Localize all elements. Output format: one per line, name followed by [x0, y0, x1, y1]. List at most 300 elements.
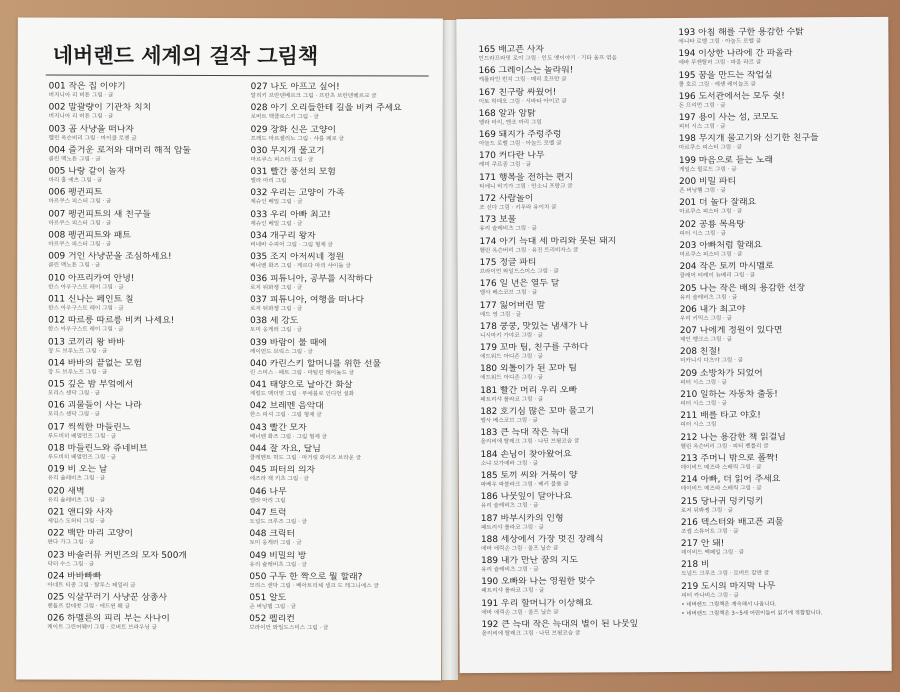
book-title: 190 오빠와 나는 영원한 맞수	[481, 576, 596, 588]
book-title: 025 익살꾸러기 사냥꾼 삼총사	[47, 592, 168, 603]
book-entry	[680, 368, 885, 390]
book-entry	[49, 103, 254, 125]
book-entry	[47, 593, 252, 615]
book-title: 038 세 강도	[250, 316, 299, 327]
book-credit: 게일스 윌로드 그림 · 글	[679, 166, 737, 173]
book-title: 052 펠리컨	[249, 614, 295, 625]
book-title: 212 나는 용감한 책 읽걸님	[680, 432, 786, 443]
book-title: 184 손님이 찾아왔어요	[480, 449, 572, 460]
book-title: 185 토끼 씨와 거북이 양	[480, 470, 578, 481]
book-credit: 유리 슐레비츠 그림 · 글	[480, 502, 539, 510]
book-credit: 완다 가그 그림 · 글	[47, 539, 95, 546]
book-entry	[249, 529, 439, 551]
book-entry	[479, 193, 679, 215]
book-title: 175 정글 파티	[479, 257, 537, 268]
book-title: 027 나도 아프고 싶어!	[250, 82, 340, 93]
book-credit: 제임스 도허티 그림 · 글	[47, 518, 106, 525]
book-credit: 도널드 크루즈 그림 · 글	[249, 518, 308, 526]
book-credit: 에니타 로벨 그림 · 아놀드 로벨 글	[678, 38, 762, 45]
book-title: 198 무지개 물고기와 신기한 친구들	[678, 133, 819, 145]
book-credit: 제럴드 맥더멋 그림 · 푸에블로 인디언 설화	[249, 391, 355, 398]
book-title: 022 백만 마리 고양이	[47, 528, 133, 539]
book-title: 205 나는 작은 배의 용감한 선장	[679, 282, 806, 294]
book-title: 016 괴물들이 사는 나라	[47, 400, 142, 412]
book-credit: 패트리샤 폴라코 그림 · 글	[480, 396, 544, 403]
book-entry	[678, 27, 883, 49]
book-entry	[48, 401, 253, 423]
book-entry	[679, 91, 884, 113]
book-title: 191 우리 할머니가 이상해요	[481, 598, 593, 609]
book-entry	[48, 358, 253, 380]
book-entry	[250, 316, 440, 338]
book-entry	[679, 219, 884, 241]
book-credit: 파베우 파블라크 그림 · 베키 블룸 글	[480, 481, 569, 488]
book-entry	[481, 491, 681, 513]
book-credit: 프레드 마르셀리노 그림 · 샤를 페로 글	[250, 135, 345, 142]
book-title: 012 따르릉 따르릉 비켜 나세요!	[48, 315, 175, 327]
book-entry	[478, 44, 678, 66]
book-title: 019 비 오는 날	[47, 464, 108, 476]
book-credit: 엘라 마리 그림	[249, 497, 286, 504]
book-credit: 도널드 크루즈 그림 · 로버트 칼란 글	[681, 570, 770, 578]
book-credit: 인드라프라밋 로이 그림 · 인도 옛이야기 · 기타 울프 엮음	[478, 55, 617, 63]
book-entry	[679, 197, 884, 219]
book-credit: 로저 뒤봐젱 그림 · 글	[680, 507, 734, 514]
book-entry	[481, 619, 681, 641]
book-credit: 마르쿠스 피스터 그림 · 글	[679, 251, 743, 258]
book-title: 182 호기심 많은 꼬마 물고기	[480, 406, 595, 418]
book-title: 179 꼬마 팀, 친구를 구하다	[479, 342, 589, 354]
book-title: 170 커다란 나무	[478, 151, 545, 162]
book-entry	[479, 150, 679, 172]
book-title: 020 새벽	[47, 486, 85, 497]
page-title: 네버랜드 세계의 걸작 그림책	[52, 42, 319, 69]
book-credit: 존 버닝햄 그림 · 글	[249, 604, 297, 611]
book-credit: 피터 카나비스 그림 · 글	[681, 592, 739, 599]
book-entry	[47, 614, 252, 636]
book-title: 177 잃어버린 말	[479, 300, 546, 311]
right-page	[456, 17, 891, 673]
book-credit: 엘사 베스코브 그림 · 글	[480, 417, 538, 425]
book-entry	[250, 252, 440, 274]
book-title: 032 우리는 고양이 가족	[250, 188, 345, 199]
book-entry	[250, 487, 440, 509]
book-entry	[250, 444, 440, 466]
book-credit: 모리스 센닥 그림 · 글	[47, 390, 101, 397]
book-title: 004 즐거운 로저와 대머리 해적 압둘	[48, 145, 192, 156]
book-entry	[680, 432, 885, 454]
book-credit: 헬린 옥슨버리 그림 · 피터 벤틀리 글	[680, 443, 769, 450]
book-entry	[479, 65, 679, 87]
book-entry	[479, 236, 679, 258]
book-title: 007 펭귄피트의 새 친구들	[48, 209, 151, 220]
book-credit: 한스 피셔 그림 · 그림 형제 글	[249, 412, 322, 419]
footnote: • 네버랜드 그림책은 계속해서 나옵니다.	[681, 601, 777, 608]
book-entry	[680, 389, 885, 411]
book-title: 046 나무	[249, 486, 287, 497]
book-title: 005 나랑 같이 놀자	[48, 166, 126, 177]
book-title: 045 피터의 의자	[249, 465, 316, 476]
book-credit: 패트리샤 폴라코 그림 · 글	[480, 524, 544, 531]
book-title: 207 나에게 정원이 있다면	[679, 325, 783, 337]
book-entry	[48, 252, 253, 274]
book-title: 210 일하는 자동차 출동!	[680, 389, 778, 401]
book-entry	[48, 273, 253, 295]
book-entry	[480, 427, 680, 449]
book-title: 211 배를 타고 야호!	[680, 410, 761, 422]
book-title: 029 장화 신은 고양이	[250, 124, 337, 135]
book-entry	[680, 410, 885, 432]
book-title: 035 조지 아저씨네 정원	[250, 252, 345, 263]
book-credit: 유리 슐레비츠 그림 · 글	[481, 566, 539, 574]
book-entry	[47, 571, 252, 593]
book-entry	[479, 172, 679, 194]
book-entry	[48, 444, 253, 466]
book-title: 043 빨간 모자	[249, 422, 307, 433]
book-entry	[250, 423, 440, 445]
book-credit: 소냐 보가예바 그림 · 글	[480, 460, 539, 467]
book-credit: 이토 히데오 그림 · 시바타 아이코 글	[478, 98, 567, 105]
book-entry	[49, 124, 254, 146]
book-entry	[48, 209, 253, 231]
book-title: 031 빨간 풍선의 모험	[250, 167, 336, 178]
book-credit: 우리 키믹스 그림 · 글	[679, 315, 733, 322]
book-entry	[250, 359, 440, 381]
book-title: 213 주머니 밖으로 폴짝!	[680, 453, 779, 464]
book-credit: 피터 시스 그림	[680, 422, 717, 429]
book-title: 218 비	[681, 560, 710, 571]
title-rule	[46, 75, 429, 77]
book-entry	[48, 188, 253, 210]
book-title: 003 곰 사냥을 떠나자	[48, 124, 135, 135]
left-page	[16, 17, 443, 680]
book-title: 193 아침 해를 구한 용감한 수탉	[678, 27, 804, 38]
book-entry	[250, 146, 440, 168]
book-title: 017 씩씩한 마들린느	[47, 422, 131, 433]
book-title: 002 말괄량이 기관차 치치	[48, 102, 152, 114]
book-credit: 올리비에 탈레크 그림 · 나딘 브룅코슴 글	[480, 438, 580, 446]
book-credit: 유리 슐레비츠 그림 · 글	[249, 561, 307, 568]
book-credit: 로저 뒤봐젱 그림 · 글	[250, 306, 303, 313]
book-credit: 에즈라 잭 키츠 그림 · 글	[249, 476, 309, 483]
book-credit: 올리비에 탈레크 그림 · 나딘 브룅코슴 글	[481, 630, 581, 638]
book-entry	[679, 240, 884, 262]
book-entry	[679, 112, 884, 134]
book-entry	[48, 422, 253, 444]
book-title: 209 소방차가 되었어	[680, 368, 763, 379]
book-title: 006 펭귄피트	[48, 188, 103, 199]
book-title: 181 빨간 머리 우리 오빠	[480, 385, 578, 396]
book-credit: 로버트 맥클로스키 그림 · 글	[250, 114, 319, 121]
book-entry	[48, 231, 253, 253]
book-credit: 레이먼드 브릭스 그림 · 글	[249, 348, 313, 355]
book-credit: 유리 슐레비츠 그림 · 글	[47, 497, 106, 504]
book-entry	[481, 576, 681, 598]
book-entry	[680, 261, 885, 283]
book-entry	[479, 108, 679, 130]
book-credit: 데이비드 메즈라 스배릭 그림 · 글	[680, 485, 762, 493]
footnote: • 네버랜드 그림책은 3~5세 어린이들이 읽기에 적합합니다.	[681, 610, 823, 617]
book-title: 001 작은 집 이야기	[48, 81, 126, 92]
book-credit: 피터 시스 그림 · 글	[680, 400, 728, 408]
book-credit: 모리스 센닥 그림 · 글	[47, 411, 100, 419]
book-title: 173 보물	[479, 215, 517, 226]
book-credit: 로저 뒤봐젱 그림 · 글	[250, 284, 303, 291]
book-title: 030 무지개 물고기	[250, 145, 325, 157]
book-credit: 린 스미스 · 패트 그림 · 마틸린 레이놀드 글	[249, 369, 355, 377]
book-credit: 유리 슐레비츠 그림 · 글	[479, 226, 537, 233]
book-title: 180 외톨이가 된 꼬마 팀	[480, 363, 577, 375]
book-credit: 마르쿠스 피스터 그림 · 글	[48, 241, 112, 248]
book-entry	[250, 465, 440, 487]
book-entry	[250, 295, 440, 317]
book-entry	[250, 167, 440, 189]
book-credit: 콜린 맥노튼 그림 · 글	[48, 156, 101, 163]
book-title: 192 큰 늑대 작은 늑대의 별이 된 나뭇잎	[481, 619, 639, 631]
book-credit: 클레어 터레이 뉴베리 그림 · 글	[679, 272, 756, 280]
book-title: 015 깊은 밤 부엌에서	[47, 379, 134, 390]
book-entry	[479, 214, 679, 236]
book-entry	[681, 538, 886, 560]
book-title: 021 앤디와 사자	[47, 507, 114, 518]
book-credit: 제슈인 베일 그림 · 글	[250, 199, 303, 206]
book-credit: 유리 슐레비츠 그림 · 글	[679, 294, 738, 301]
book-title: 169 돼지가 주렁주렁	[478, 129, 562, 141]
book-credit: 에바 무젠탈러 그림 · 파올 라르 글	[678, 59, 762, 67]
book-entry	[480, 321, 680, 343]
book-credit: 마르쿠스 피스터 그림 · 글	[678, 145, 742, 152]
book-title: 042 브레멘 음악대	[249, 401, 324, 412]
book-credit: 에바 에릭손 그림 · 울프 닐슨 글	[481, 545, 559, 552]
book-title: 189 내가 만난 꿈의 지도	[481, 555, 578, 567]
book-credit: 에드 영 그림 · 글	[479, 311, 522, 318]
book-credit: 캐롤라인 빈치 그림 · 메리 호프만 글	[478, 76, 567, 84]
book-credit: 알리키 브란덴베르크 그림 · 프란츠 브란덴베르크 글	[250, 93, 377, 100]
book-credit: 루드비히 베멀먼즈 그림 · 글	[47, 433, 117, 440]
book-entry	[250, 508, 440, 530]
book-credit: 니시마키 가야코 그림 · 글	[479, 332, 543, 339]
book-entry	[681, 495, 886, 517]
book-credit: 토미 웅게러 그림 · 글	[249, 540, 302, 547]
book-title: 050 구두 한 짝으로 뭘 할래?	[249, 571, 363, 583]
book-credit: 콜린 맥노튼 그림 · 글	[48, 262, 101, 270]
book-title: 041 태양으로 날아간 화살	[249, 380, 353, 391]
book-title: 009 거인 사냥꾼을 조심하세요!	[48, 251, 172, 263]
book-title: 036 피튜니아, 공부를 시작하다	[250, 273, 373, 285]
book-credit: 비네바 수피어 그림 · 그림 형제 글	[250, 242, 333, 249]
book-entry	[250, 231, 440, 253]
book-entry	[680, 282, 885, 304]
book-entry	[681, 474, 886, 496]
book-credit: 제슈인 베일 그림 · 글	[250, 220, 303, 227]
book-title: 186 나뭇잎이 달아나요	[480, 491, 572, 503]
book-entry	[249, 551, 439, 573]
book-credit: 엘라 마리, 엔조 마리 그림	[478, 119, 542, 126]
book-entry	[48, 145, 253, 167]
book-credit: 데이비드 메즈라 스배릭 그림 · 글	[680, 464, 762, 471]
book-credit: 제인 벵크스 그림 · 글	[679, 336, 733, 344]
book-credit: 장 드 브루노프 그림 · 글	[47, 369, 108, 376]
book-entry	[679, 133, 884, 155]
book-title: 044 잘 자요, 달님	[249, 444, 321, 455]
book-title: 171 행복을 전하는 편지	[479, 172, 574, 183]
book-title: 018 마들린느와 쥬네비브	[47, 443, 148, 454]
book-entry	[481, 449, 681, 471]
book-list-column-2	[249, 82, 440, 636]
book-title: 200 비밀 파티	[679, 176, 737, 188]
book-entry	[250, 274, 440, 296]
book-title: 197 용이 사는 섬, 코모도	[678, 112, 779, 124]
book-credit: 조셉 스튜어트 그림 · 글	[680, 528, 739, 535]
book-title: 195 꿈을 만드는 작업실	[678, 70, 773, 81]
book-credit: 헬린 옥슨버리 그림 · 유진 트리비자스 글	[479, 247, 579, 254]
book-entry	[480, 385, 680, 407]
book-list-column-3	[478, 44, 681, 641]
book-credit: 루드비히 베멀먼즈 그림 · 글	[47, 454, 117, 461]
book-entry	[49, 82, 254, 104]
book-credit: 케이트 그린어웨이 그림 · 로버트 브라우닝 글	[47, 624, 157, 632]
book-entry	[249, 614, 439, 636]
book-credit: 클레멘트 허드 그림 · 마거릿 와이즈 브라운 글	[249, 455, 362, 462]
book-entry	[251, 103, 441, 125]
book-credit: 콜 호르 그림 · 에셴 레이놀즈 글	[678, 81, 756, 88]
book-title: 165 배고픈 사자	[478, 44, 544, 56]
book-credit: 한스 아우구스토 레이 그림 · 글	[48, 305, 124, 312]
book-title: 214 아빠, 더 읽어 주세요	[680, 474, 781, 486]
book-entry	[480, 342, 680, 364]
book-entry	[479, 129, 679, 151]
book-title: 208 친절!	[680, 347, 721, 358]
book-title: 011 신나는 페인트 칠	[48, 294, 134, 305]
book-credit: 피터 시스 그림 · 글	[678, 123, 726, 131]
book-credit: 피터 시스 그림 · 글	[679, 230, 727, 237]
book-title: 013 코끼리 왕 바바	[48, 337, 125, 348]
book-credit: 랜돌프 칼데콧 그림 · 에드윈 웨 글	[47, 603, 131, 610]
book-title: 048 크릭터	[249, 529, 296, 540]
book-credit: 엘라 마리 그림	[250, 178, 287, 185]
book-entry	[680, 346, 885, 368]
book-credit: 한스 아우구스토 레이 그림 · 글	[48, 284, 124, 291]
book-title: 023 바솔러뮤 커빈즈의 모자 500개	[47, 550, 187, 561]
book-entry	[250, 210, 440, 232]
book-title: 033 우리 아빠 최고!	[250, 209, 331, 221]
book-title: 188 세상에서 가장 멋진 장례식	[480, 534, 604, 545]
book-entry	[48, 337, 253, 359]
book-title: 219 도시의 마지막 나무	[681, 581, 776, 592]
book-title: 047 트럭	[249, 507, 287, 519]
book-title: 167 친구랑 싸웠어!	[478, 87, 557, 98]
book-credit: 한스 아우구스토 레이 그림 · 글	[48, 326, 124, 333]
book-title: 202 공룡 목욕탕	[679, 219, 745, 230]
book-entry	[48, 380, 253, 402]
book-entry	[481, 555, 681, 577]
book-entry	[48, 294, 253, 316]
book-entry	[48, 167, 253, 189]
book-credit: 버지니아 리 버튼 그림 · 글	[48, 92, 114, 99]
book-entry	[48, 486, 253, 508]
book-title: 008 펭귄피트와 패트	[48, 230, 131, 241]
book-title: 217 안 돼!	[681, 538, 725, 550]
book-title: 178 쿵쿵, 맛있는 냄새가 나	[479, 321, 589, 332]
book-entry	[480, 300, 680, 322]
book-credit: 미카니시 다츠야 그림 · 글	[680, 358, 744, 365]
book-title: 204 작은 토끼 마시멜로	[679, 261, 774, 273]
book-credit: 아놀드 로벨 그림 · 아놀드 로벨 글	[478, 140, 562, 148]
book-title: 183 큰 늑대 작은 늑대	[480, 427, 569, 439]
book-credit: 돈 프리먼 그림 · 글	[678, 102, 726, 109]
book-title: 199 마음으로 듣는 노래	[679, 155, 774, 166]
book-entry	[481, 512, 681, 534]
book-credit: 티에니 비기가 그림 · 안소니 프랑크 글	[479, 183, 573, 190]
book-title: 166 그레이스는 놀라워!	[478, 65, 574, 77]
book-title: 049 비밀의 방	[249, 550, 307, 561]
book-title: 040 카린스키 할머니를 위한 선물	[249, 358, 382, 370]
book-credit: 버지니아 리 버튼 그림 · 글	[48, 113, 114, 120]
book-title: 187 바부시카의 인형	[480, 513, 564, 524]
book-entry	[250, 338, 440, 360]
book-credit: 모리스 센닥 그림 · 베아트리체 셍크 드 레그니에스 글	[249, 582, 379, 590]
book-spine	[442, 20, 458, 680]
book-title: 039 바람이 불 때에	[250, 337, 327, 348]
book-entry	[250, 189, 440, 211]
book-entry	[250, 380, 440, 402]
book-entry	[680, 304, 885, 326]
book-entry	[481, 534, 681, 556]
book-entry	[47, 550, 252, 572]
book-credit: 마르쿠스 피스터 그림 · 글	[250, 156, 314, 164]
book-entry	[480, 257, 680, 279]
book-credit: 마르쿠스 피스터 그림 · 글	[48, 220, 112, 227]
book-title: 037 피튜니아, 여행을 떠나다	[250, 295, 365, 306]
book-credit: 토미 웅게러 그림 · 글	[250, 327, 303, 334]
book-list-column-1	[47, 82, 253, 636]
book-title: 176 일 년은 열두 달	[479, 278, 560, 290]
book-entry	[680, 325, 885, 347]
book-credit: 유리 슐레비츠 그림 · 글	[47, 475, 106, 483]
book-credit: 베너벤 화즈 그림 · 게르다 마리 샤이들 글	[250, 263, 351, 270]
book-entry	[679, 69, 884, 91]
book-entry	[251, 82, 441, 104]
book-entry	[48, 465, 253, 487]
book-entry	[678, 48, 883, 70]
book-title: 172 사람놀이	[479, 193, 534, 205]
book-credit: 패트리샤 폴라코 그림 · 글	[481, 588, 545, 595]
book-title: 168 알과 암탉	[478, 108, 536, 119]
book-title: 026 하멜른의 피리 부는 사나이	[47, 613, 170, 625]
book-title: 215 당나귀 덩키덩키	[680, 496, 764, 507]
book-entry	[249, 572, 439, 594]
book-title: 201 더 놀다 잘래요	[679, 197, 757, 209]
book-entry	[480, 406, 680, 428]
book-entry	[48, 507, 253, 529]
book-credit: 피터 시스 그림 · 글	[680, 379, 727, 386]
book-credit: 엘사 베스코브 그림 · 글	[479, 289, 538, 297]
footnotes	[681, 600, 822, 619]
book-credit: 브라이언 와일드스미스 그림 · 글	[249, 625, 329, 632]
book-title: 174 아기 늑대 세 마리와 못된 돼지	[479, 235, 617, 247]
book-entry	[249, 593, 439, 615]
book-entry	[250, 402, 440, 424]
book-credit: 닥터 수스 그림 · 글	[47, 561, 95, 568]
book-entry	[681, 517, 886, 539]
book-entry	[480, 363, 680, 385]
book-credit: 장 드 브루노프 그림 · 글	[47, 348, 108, 355]
book-title: 206 내가 최고야	[679, 304, 746, 315]
book-credit: 베너벤 화즈 그림 · 그림 형제 글	[249, 433, 328, 441]
book-title: 196 도서관에서는 모두 쉿!	[678, 91, 785, 102]
book-credit: 에드워드 아디존 그림 · 글	[480, 375, 544, 382]
book-title: 216 덱스터와 배고픈 괴물	[680, 517, 784, 528]
